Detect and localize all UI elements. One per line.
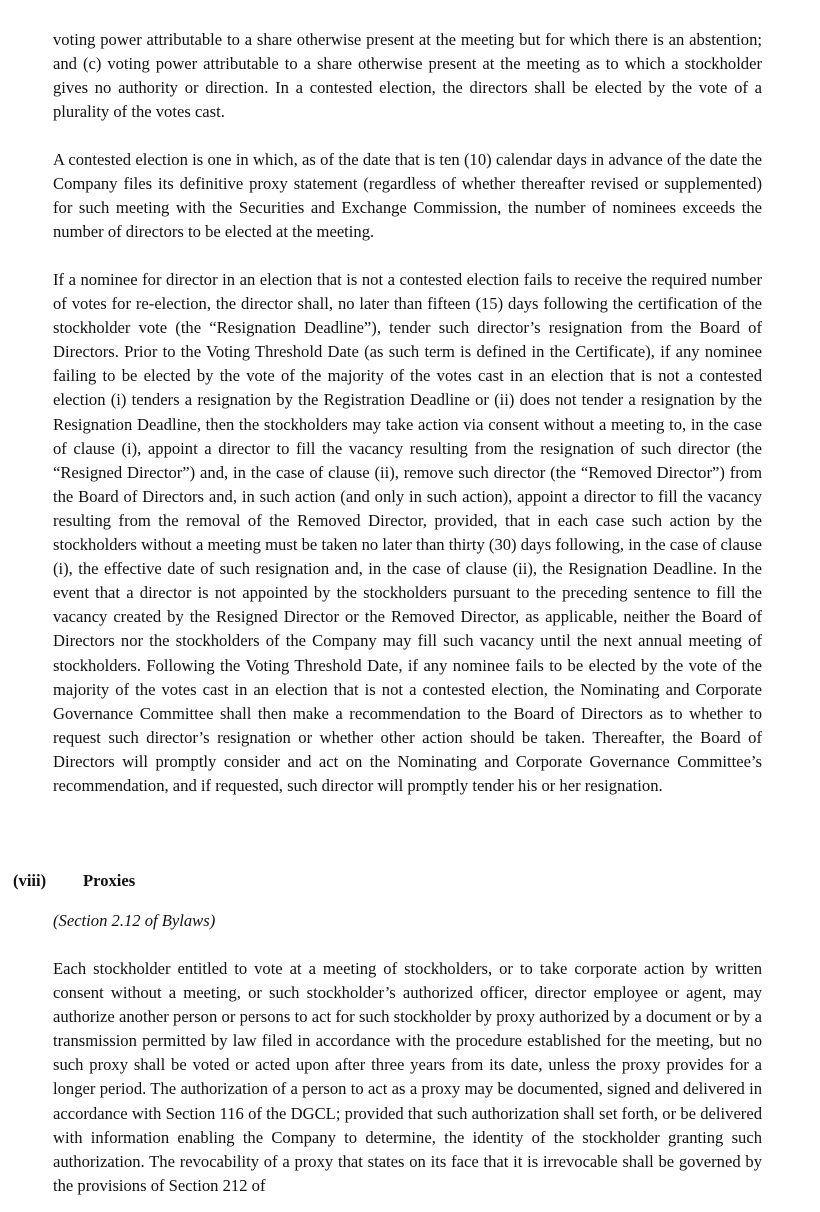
section-reference: (Section 2.12 of Bylaws) — [53, 911, 216, 930]
paragraph-proxies: Each stockholder entitled to vote at a meeting of stockholders, or to take corporate action by written consent without a meeting, or such stockholder’s authorized officer, director employee or agent, may authorize another person or persons to act for such stockholder by proxy authorized by a document or by a transmission permitted by law filed in accordance with the procedure established for the meeting, but no such proxy shall be voted or acted upon after three years from its date, unless the proxy provides for a longer period. The authorization of a person to act as a proxy may be documented, signed and delivered in accordance with Section 116 of the DGCL; provided that such authorization shall set forth, or be delivered with information enabling the Company to determine, the identity of the stockholder granting such authorization. The revocability of a proxy that states on its face that it is irrevocable shall be governed by the provisions of Section 212 of — [53, 959, 762, 1195]
section-title: Proxies — [83, 871, 136, 890]
paragraph-voting-power: voting power attributable to a share otherwise present at the meeting but for which there is an abstention; and (c) voting power attributable to a share otherwise present at the meeting as to which a stockholder gives no authority or direction. In a contested election, the directors shall be elected by the vote of a plurality of the votes cast. — [53, 30, 762, 122]
paragraph-resignation: If a nominee for director in an election that is not a contested election fails to receive the required number of votes for re-election, the director shall, no later than fifteen (15) days following the certification of the stockholder vote (the “Resignation Deadline”), tender such director’s resignation from the Board of Directors. Prior to the Voting Threshold Date (as such term is defined in the Certificate), if any nominee failing to be elected by the vote of the majority of the votes cast in an election that is not a contested election (i) tenders a resignation by the Registration Deadline or (ii) does not tender a resignation by the Resignation Deadline, then the stockholders may take action via consent without a meeting to, in the case of clause (i), appoint a director to fill the vacancy resulting from the resignation of such director (the “Resigned Director”) and, in the case of clause (ii), remove such director (the “Removed Director”) from the Board of Directors and, in such action (and only in such action), appoint a director to fill the vacancy resulting from the removal of the Removed Director, provided, that in each case such action by the stockholders without a meeting must be taken no later than thirty (30) days following, in the case of clause (i), the effective date of such resignation and, in the case of clause (ii), the Resignation Deadline. In the event that a director is not appointed by the stockholders pursuant to the preceding sentence to fill the vacancy created by the Resigned Director or the Removed Director, as applicable, neither the Board of Directors nor the stockholders of the Company may fill such vacancy until the next annual meeting of stockholders. Following the Voting Threshold Date, if any nominee fails to be elected by the vote of the majority of the votes cast in an election that is not a contested election, the Nominating and Corporate Governance Committee shall then make a recommendation to the Board of Directors as to whether to request such director’s resignation or whether other action should be taken. Thereafter, the Board of Directors will promptly consider and act on the Nominating and Corporate Governance Committee’s recommendation, and if requested, such director will promptly tender his or her resignation. — [53, 270, 762, 795]
paragraph-contested-election: A contested election is one in which, as of the date that is ten (10) calendar days in advance of the date the Company files its definitive proxy statement (regardless of whether thereafter revised or supplemented) for such meeting with the Securities and Exchange Commission, the number of nominees exceeds the number of directors to be elected at the meeting. — [53, 150, 762, 242]
section-number: (viii) — [13, 871, 47, 890]
